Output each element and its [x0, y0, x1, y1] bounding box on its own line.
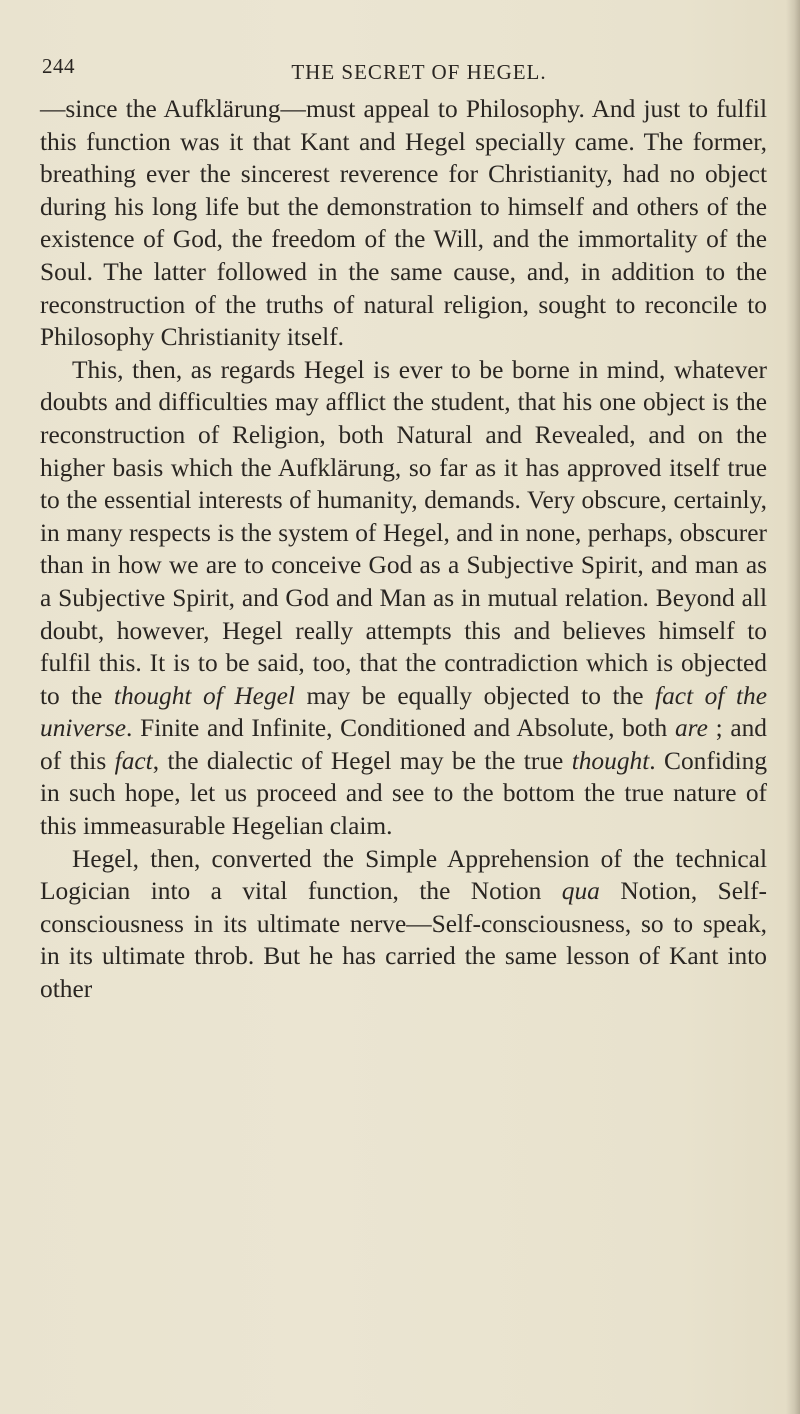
- italic-text-segment: thought: [571, 746, 650, 775]
- text-segment: Hegel, then, converted the Simple Apprehension of the technical Logician into a vital function, the Notion: [40, 844, 767, 906]
- text-segment: Notion, Self-consciousness in its ultimate nerve—Self-consciousness, so to speak, in its ultimate throb. But he has carried the same lesson of Kant into other: [40, 877, 767, 1004]
- text-segment: . Finite and Infinite, Conditioned and Absolute, both: [126, 714, 675, 743]
- paragraph: [40, 93, 767, 354]
- italic-text-segment: qua: [561, 877, 600, 906]
- italic-text-segment: fact of the universe: [40, 681, 768, 743]
- italic-text-segment: fact: [114, 746, 153, 775]
- italic-text-segment: are: [674, 714, 708, 743]
- text-segment: —since the Aufklärung—must appeal to Philosophy. And just to fulfil this function was it that Kant and Hegel specially came. The former, breathing ever the sincerest reverence for Christianity, had no object during his long life but the demonstration to himself and others of the existence of God, the freedom of the Will, and the immortality of the Soul. The latter followed in the same cause, and, in addition to the reconstruction of the truths of natural religion, sought to reconcile to Philosophy Christianity itself.: [40, 95, 767, 352]
- text-segment: , the dialectic of Hegel may be the true: [152, 746, 572, 775]
- text-segment: . Confiding in such hope, let us proceed and see to the bottom the true nature of this immeasurable Hegelian claim.: [40, 746, 768, 841]
- page-edge-shadow: [786, 0, 800, 1414]
- body-text: [40, 93, 767, 1006]
- text-segment: ; and of this: [40, 714, 767, 775]
- paragraph: [40, 354, 767, 843]
- paragraph: [40, 843, 767, 1006]
- page-header: [42, 54, 762, 90]
- running-title: THE SECRET OF HEGEL.: [291, 60, 547, 84]
- text-segment: may be equally objected to the: [294, 681, 656, 710]
- italic-text-segment: thought of Hegel: [113, 681, 295, 710]
- text-segment: This, then, as regards Hegel is ever to be borne in mind, whatever doubts and difficulties may afflict the student, that his one object is the reconstruction of Religion, both Natural and Revealed, and on the higher basis which the Aufklärung, so far as it has approved itself true to the essential interests of humanity, demands. Very obscure, certainly, in many respects is the system of Hegel, and in none, perhaps, obscurer than in how we are to conceive God as a Subjective Spirit, and man as a Subjective Spirit, and God and Man as in mutual relation. Beyond all doubt, however, Hegel really attempts this and believes himself to fulfil this. It is to be said, too, that the contradiction which is objected to the: [40, 355, 767, 710]
- page-number: 244: [42, 54, 75, 78]
